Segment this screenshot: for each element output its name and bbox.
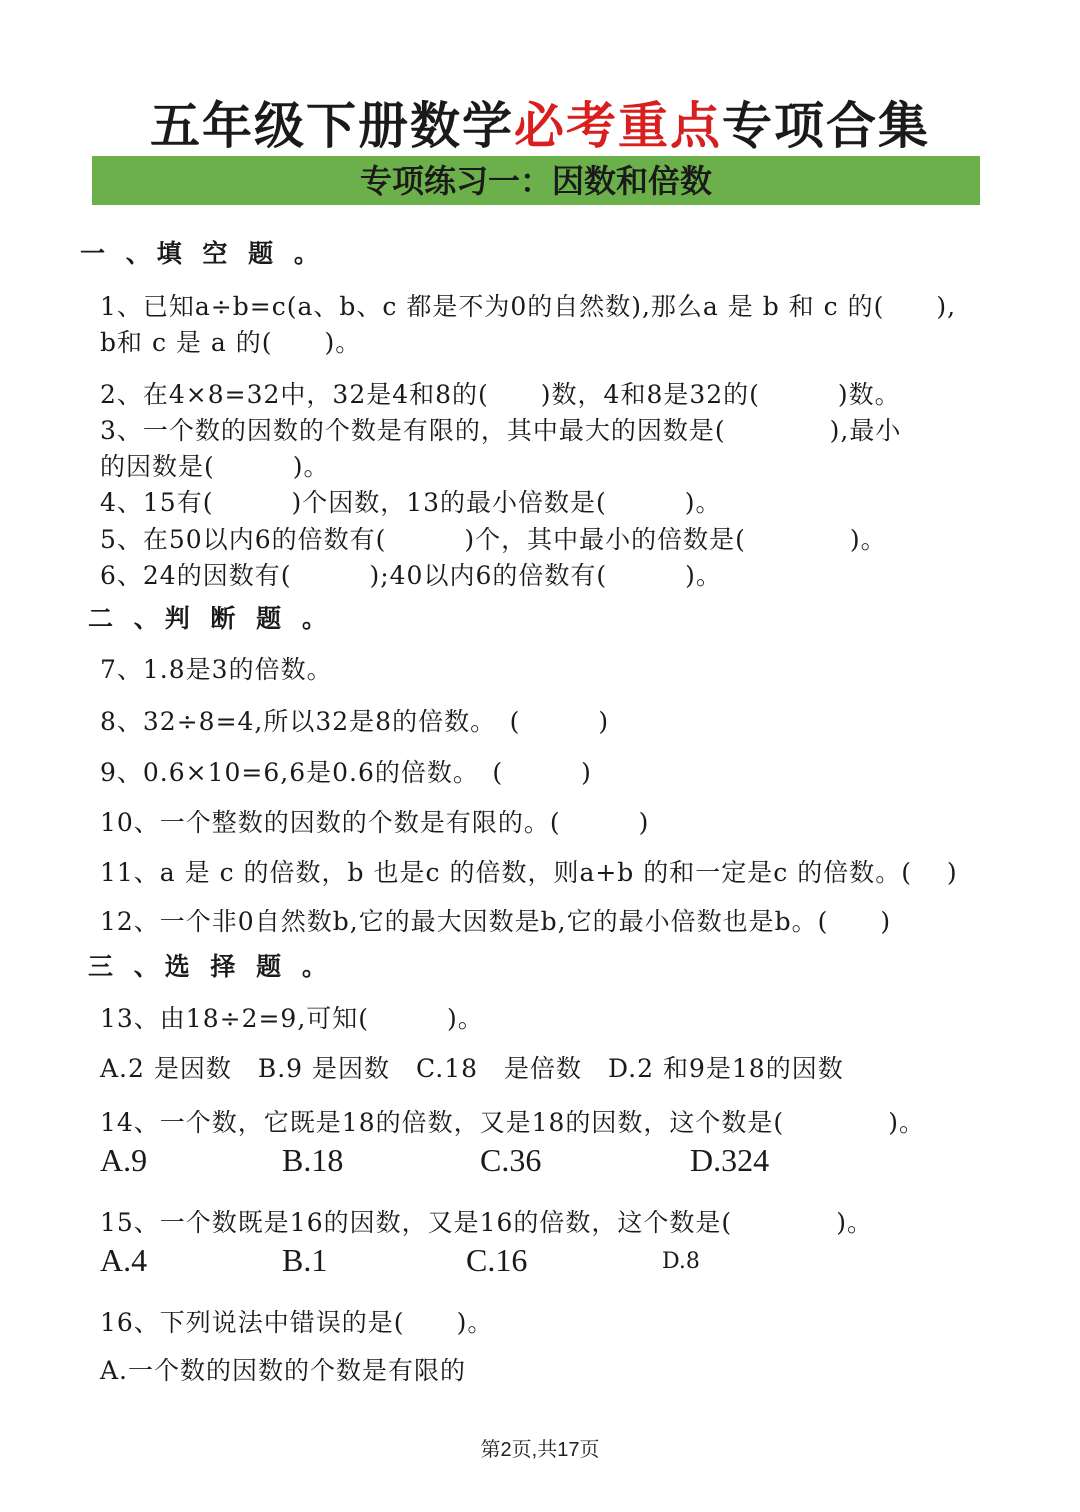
question-11: 11、a 是 c 的倍数，b 也是c 的倍数，则a+b 的和一定是c 的倍数。( ) — [100, 858, 958, 887]
question-15-option-b: B.1 — [282, 1242, 328, 1278]
question-4: 4、15有( )个因数，13的最小倍数是( )。 — [100, 488, 722, 517]
question-5: 5、在50以内6的倍数有( )个，其中最小的倍数是( )。 — [100, 525, 887, 554]
question-1-line-2: b和 c 是 a 的( )。 — [100, 328, 362, 357]
title-suffix: 专项合集 — [722, 96, 930, 155]
section-fill-heading: 一 、填 空 题 。 — [80, 239, 325, 268]
question-12: 12、一个非0自然数b,它的最大因数是b,它的最小倍数也是b。( ) — [100, 907, 892, 936]
page-number: 第2页,共17页 — [480, 1439, 600, 1461]
question-8: 8、32÷8=4,所以32是8的倍数。 ( ) — [100, 707, 610, 736]
section-choice-heading: 三 、选 择 题 。 — [88, 952, 333, 981]
question-2: 2、在4×8=32中，32是4和8的( )数，4和8是32的( )数。 — [100, 380, 901, 409]
question-9: 9、0.6×10=6,6是0.6的倍数。 ( ) — [100, 758, 592, 787]
question-14-option-d: D.324 — [690, 1142, 770, 1178]
title-prefix: 五年级下册数学 — [150, 96, 514, 155]
question-7: 7、1.8是3的倍数。 — [100, 655, 333, 684]
question-14-option-c: C.36 — [480, 1142, 542, 1178]
section-banner: 专项练习一：因数和倍数 — [92, 156, 980, 205]
question-14: 14、一个数，它既是18的倍数，又是18的因数，这个数是( )。 — [100, 1108, 925, 1137]
question-15-option-c: C.16 — [466, 1242, 528, 1278]
question-3-line-2: 的因数是( )。 — [100, 452, 330, 481]
question-13: 13、由18÷2=9,可知( )。 — [100, 1004, 484, 1033]
question-15: 15、一个数既是16的因数，又是16的倍数，这个数是( )。 — [100, 1208, 873, 1237]
question-16: 16、下列说法中错误的是( )。 — [100, 1308, 494, 1337]
question-15-option-a: A.4 — [100, 1242, 148, 1278]
page-title — [0, 86, 1080, 158]
question-3-line-1: 3、一个数的因数的个数是有限的，其中最大的因数是( ),最小 — [100, 416, 902, 445]
question-16-option-a: A.一个数的因数的个数是有限的 — [100, 1356, 467, 1385]
question-14-option-b: B.18 — [282, 1142, 344, 1178]
question-10: 10、一个整数的因数的个数是有限的。( ) — [100, 808, 650, 837]
question-1-line-1: 1、已知a÷b=c(a、b、c 都是不为0的自然数),那么a 是 b 和 c 的( ), — [100, 292, 957, 321]
question-6: 6、24的因数有( );40以内6的倍数有( )。 — [100, 561, 722, 590]
question-13-options: A.2 是因数 B.9 是因数 C.18 是倍数 D.2 和9是18的因数 — [100, 1054, 844, 1083]
question-15-option-d: D.8 — [662, 1249, 700, 1274]
question-14-option-a: A.9 — [100, 1142, 148, 1178]
title-highlight: 必考重点 — [514, 96, 722, 155]
section-judge-heading: 二 、判 断 题 。 — [88, 604, 333, 633]
